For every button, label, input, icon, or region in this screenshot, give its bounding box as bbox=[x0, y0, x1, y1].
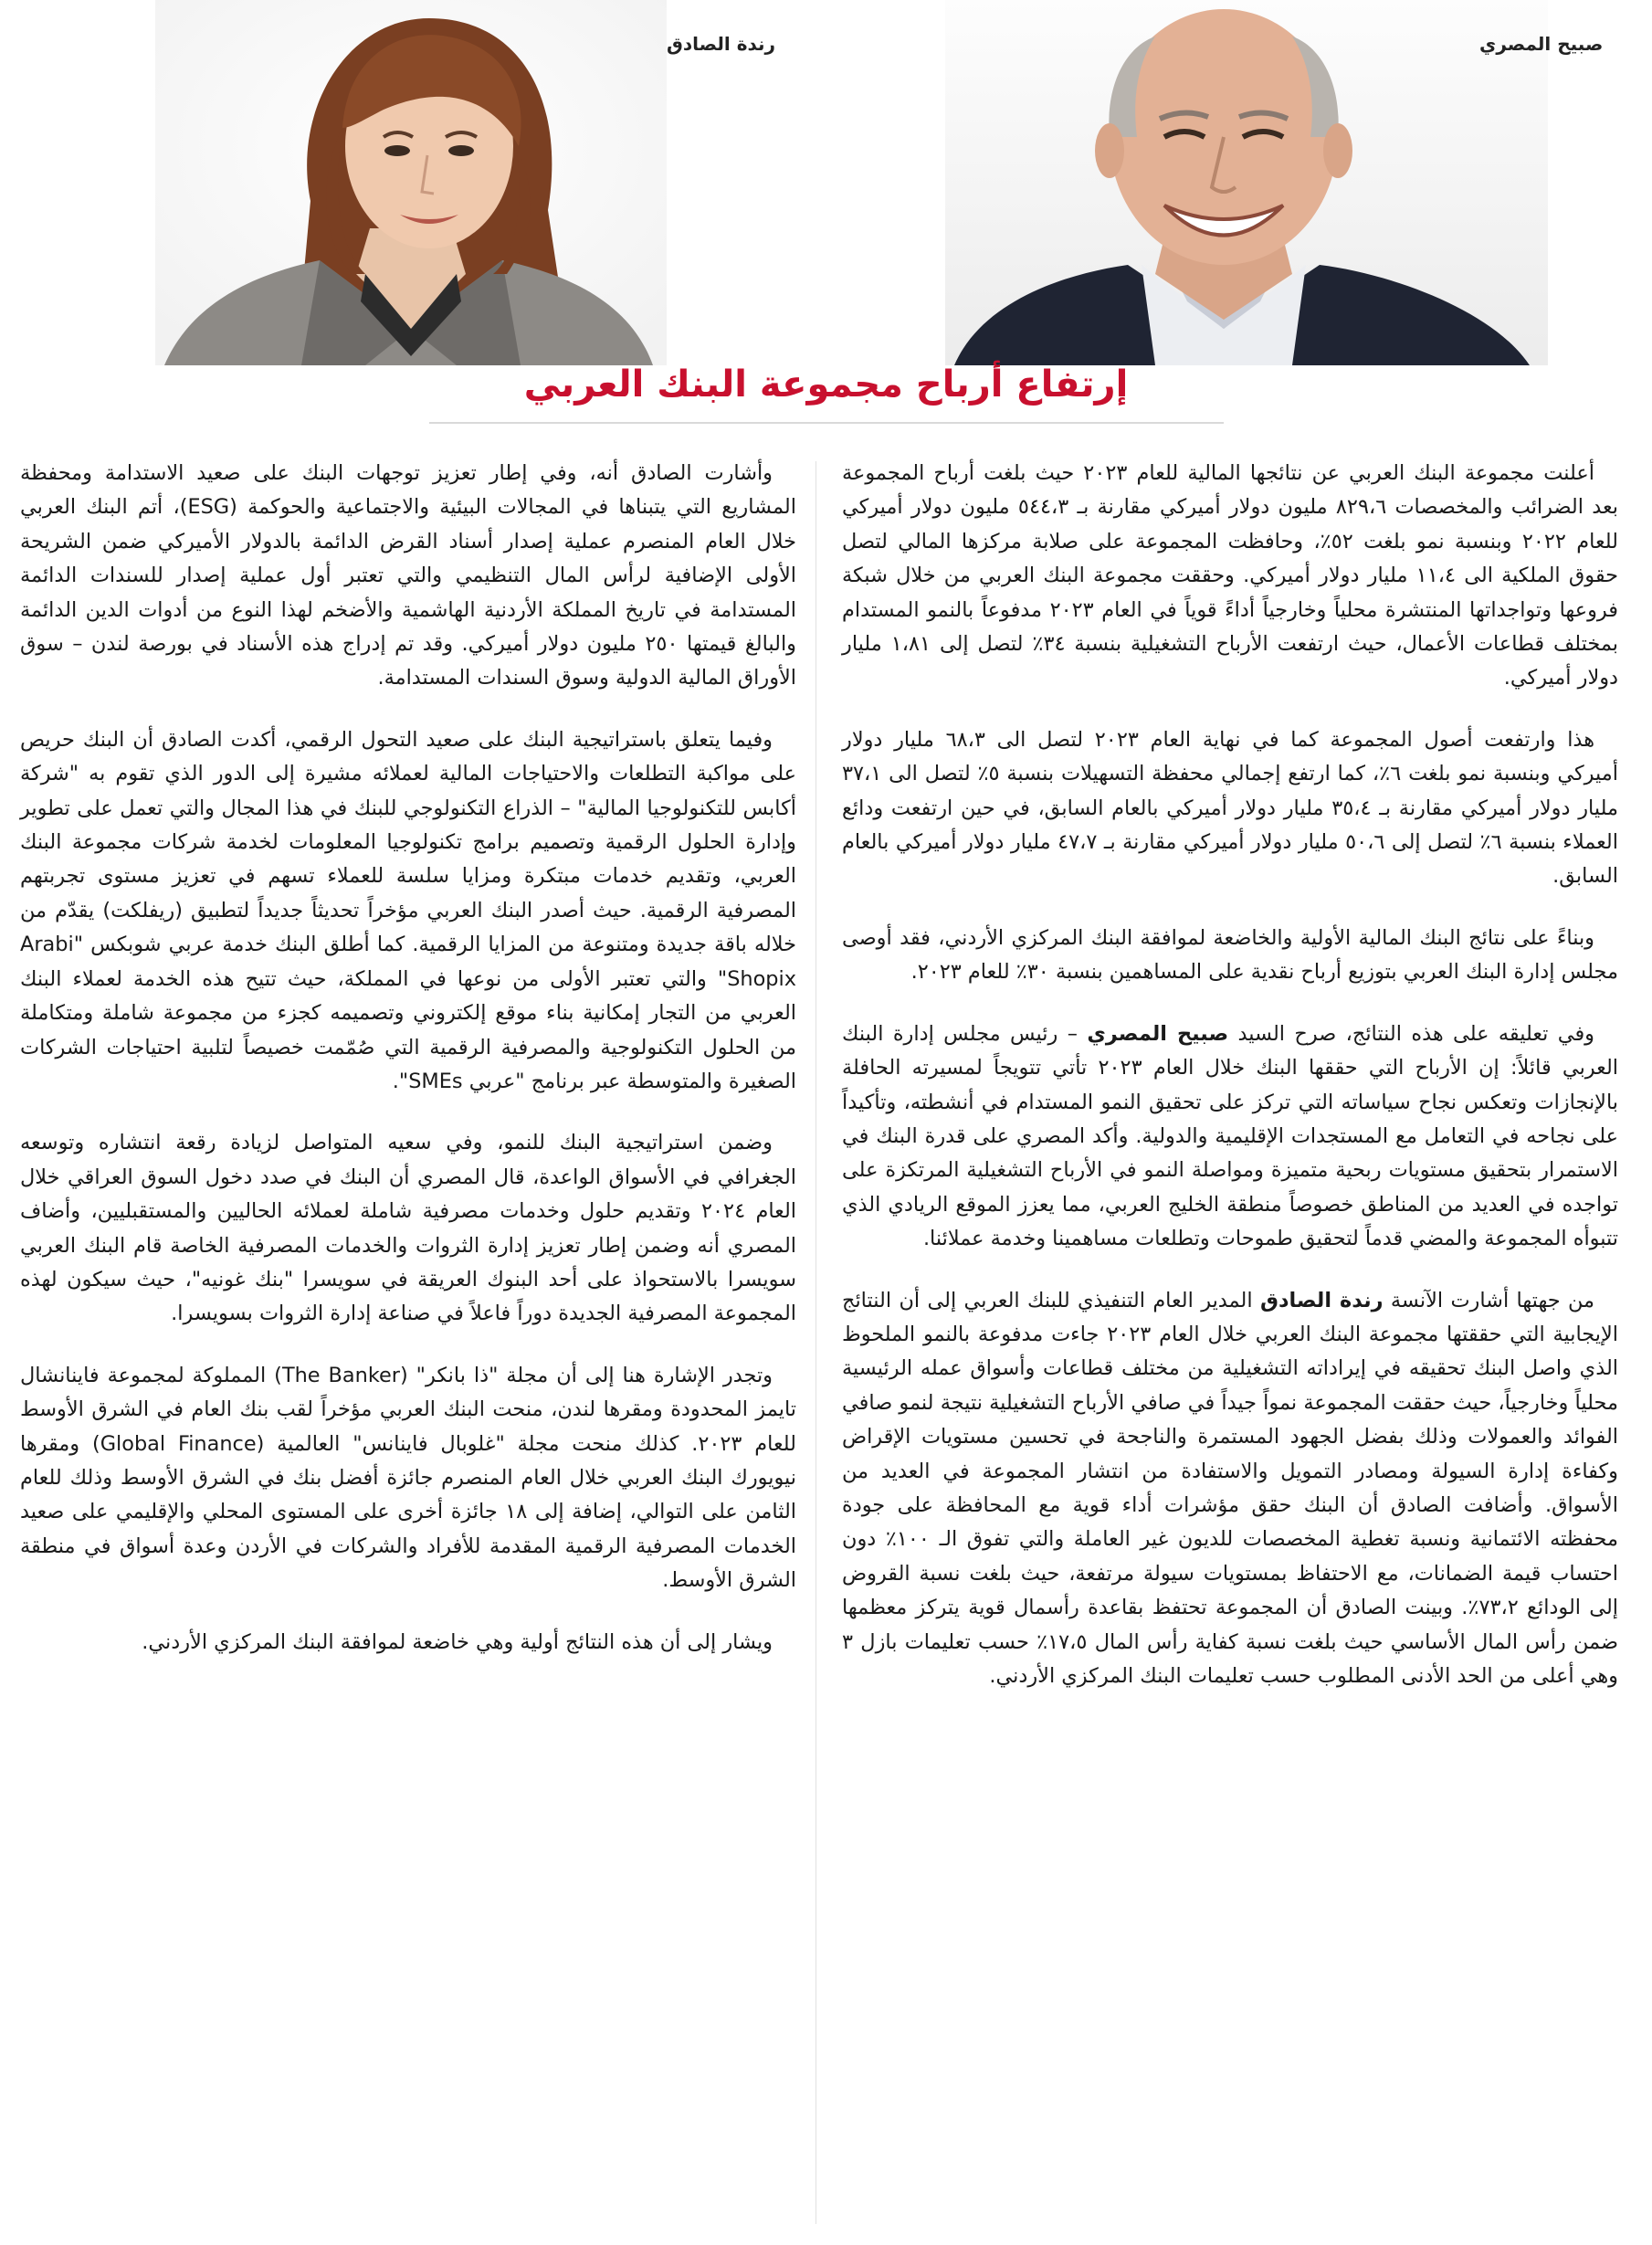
column-divider bbox=[815, 461, 816, 2224]
paragraph: وضمن استراتيجية البنك للنمو، وفي سعيه المتواصل لزيادة رقعة انتشاره وتوسعه الجغرافي في الأسواق الواعدة، قال المصري أن البنك في صدد دخول السوق العراقي خلال العام ٢٠٢٤ وتقديم حلول وخدمات مصرفية شاملة لعملائه الحاليين والمستقبليين، وأضاف المصري أنه وضمن إطار تعزيز إدارة الثروات والخدمات المصرفية الخاصة قام البنك العربي سويسرا بالاستحواذ على أحد البنوك العريقة في سويسرا "بنك غونيه"، حيث سيكون لهذه المجموعة المصرفية الجديدة دوراً فاعلاً في صناعة إدارة الثروات بسويسرا. bbox=[20, 1131, 796, 1326]
portrait-randa-alsadek bbox=[155, 0, 776, 365]
person-name-highlight: رندة الصادق bbox=[1259, 1288, 1384, 1312]
paragraph bbox=[842, 1284, 1618, 1694]
caption-left: رندة الصادق bbox=[667, 33, 776, 55]
paragraph: وتجدر الإشارة هنا إلى أن مجلة "ذا بانكر" (The Banker) المملوكة لمجموعة فاينانشال تايمز المحدودة ومقرها لندن، منحت البنك العربي مؤخراً لقب بنك العام في الشرق الأوسط للعام ٢٠٢٣. كذلك منحت مجلة "غلوبال فاينانس" العالمية (Global Finance) ومقرها نيويورك البنك العربي خلال العام المنصرم جائزة أفضل بنك في الشرق الأوسط وذلك للعام الثامن على التوالي، إضافة إلى ١٨ جائزة أخرى على المستوى المحلي والإقليمي على صعيد الخدمات المصرفية الرقمية المقدمة للأفراد والشركات في الأردن وعدة أسواق في منطقة الشرق الأوسط. bbox=[20, 1363, 797, 1593]
headline-divider bbox=[429, 422, 1224, 424]
paragraph: وبناءً على نتائج البنك المالية الأولية والخاضعة لموافقة البنك المركزي الأردني، فقد أوصى مجلس إدارة البنك العربي بتوزيع أرباح نقدية على المساهمين بنسبة ٣٠٪ للعام ٢٠٢٣. bbox=[842, 925, 1618, 985]
person-name-highlight: صبيح المصري bbox=[1087, 1021, 1229, 1046]
article-headline: إرتفاع أرباح مجموعة البنك العربي bbox=[523, 364, 1129, 406]
portrait-woman-image bbox=[155, 0, 667, 365]
paragraph: أعلنت مجموعة البنك العربي عن نتائجها المالية للعام ٢٠٢٣ حيث بلغت أرباح المجموعة بعد الضرائب والمخصصات ٨٢٩،٦ مليون دولار أميركي مقارنة بـ ٥٤٤،٣ مليون دولار أميركي للعام ٢٠٢٢ وبنسبة نمو بلغت ٥٢٪، وحافظت المجموعة على صلابة مركزها المالي لتصل حقوق الملكية الى ١١،٤ مليار دولار أميركي. وحققت مجموعة البنك العربي من خلال شبكة فروعها وتواجداتها المنتشرة محلياً وخارجياً أداءً قوياً في العام ٢٠٢٣ مدفوعاً بالنمو المستدام بمختلف قطاعات الأعمال، حيث ارتفعت الأرباح التشغيلية بنسبة ٣٤٪ لتصل إلى ١،٨١ مليار دولار أميركي. bbox=[842, 461, 1618, 690]
text-run: وفي تعليقه على هذه النتائج، صرح السيد bbox=[1228, 1021, 1594, 1046]
caption-right: صبيح المصري bbox=[1479, 33, 1604, 55]
paragraph: وفيما يتعلق باستراتيجية البنك على صعيد التحول الرقمي، أكدت الصادق أن البنك حريص على مواكبة التطلعات والاحتياجات المالية لعملائه مشيرة إلى الدور الذي تقوم به "شركة أكابس للتكنولوجيا المالية" – الذراع التكنولوجي للبنك في هذا المجال والتي تعمل على تطوير وإدارة الحلول الرقمية وتصميم برامج تكنولوجيا المعلومات لخدمة شركات مجموعة البنك العربي، وتقديم خدمات مبتكرة ومزايا سلسة للعملاء تسهم في تعزيز مستوى تجربتهم المصرفية الرقمية. حيث أصدر البنك العربي مؤخراً تحديثاً جديداً لتطبيق (ريفلكت) يقدّم من خلاله باقة جديدة ومتنوعة من المزايا الرقمية. كما أطلق البنك خدمة عربي شوبكس "Arabi Shopix" والتي تعتبر الأولى من نوعها في المملكة، حيث تتيح هذه الخدمة لعملاء البنك العربي من التجار إمكانية بناء موقع إلكتروني وتصميمه كجزء من مجموعة شاملة ومتكاملة من الحلول التكنولوجية والمصرفية الرقمية التي صُمّمت خصيصاً لتلبية احتياجات الشركات الصغيرة والمتوسطة عبر برنامج "عربي SMEs". bbox=[20, 727, 796, 1093]
paragraph bbox=[842, 1017, 1618, 1257]
article-column-left bbox=[20, 457, 796, 1687]
portrait-man-image bbox=[945, 0, 1548, 365]
text-run: المدير العام التنفيذي للبنك العربي إلى أن النتائج الإيجابية التي حققتها مجموعة البنك العربي خلال العام ٢٠٢٣ جاءت مدفوعة بالنمو الملحوظ الذي واصل البنك تحقيقه في إيراداته التشغيلية من مختلف قطاعات وأسواق عمله الرئيسية محلياً وخارجياً، حيث حققت المجموعة نمواً جيداً في صافي الأرباح التشغيلية نتيجة لنمو صافي الفوائد والعمولات وذلك بفضل الجهود المستمرة والناجحة في تحسين مستويات الإقراض وكفاءة إدارة السيولة ومصادر التمويل والاستفادة من انتشار المجموعة في العديد من الأسواق. وأضافت الصادق أن البنك حقق مؤشرات أداء قوية مع المحافظة على جودة محفظته الائتمانية ونسبة تغطية المخصصات للديون غير العاملة والتي تفوق الـ ١٠٠٪ دون احتساب قيمة الضمانات، مع الاحتفاظ بمستويات سيولة مرتفعة، حيث بلغت نسبة القروض إلى الودائع ٧٣،٢٪. وبينت الصادق أن المجموعة تحتفظ بقاعدة رأسمال قوية يتركز معظمها ضمن رأس المال الأساسي حيث بلغت نسبة كفاية رأس المال ١٧،٥٪ حسب تعليمات بازل ٣ وهي أعلى من الحد الأدنى المطلوب حسب تعليمات البنك المركزي الأردني. bbox=[842, 1288, 1619, 1688]
portrait-sabih-almasri bbox=[945, 0, 1604, 365]
paragraph: هذا وارتفعت أصول المجموعة كما في نهاية العام ٢٠٢٣ لتصل الى ٦٨،٣ مليار دولار أميركي وبنسبة نمو بلغت ٦٪، كما ارتفع إجمالي محفظة التسهيلات بنسبة ٥٪ لتصل الى ٣٧،١ مليار دولار أميركي مقارنة بـ ٣٥،٤ مليار دولار أميركي بالعام السابق، في حين ارتفعت ودائع العملاء بنسبة ٦٪ لتصل إلى ٥٠،٦ مليار دولار أميركي مقارنة بـ ٤٧،٧ مليار دولار أميركي بالعام السابق. bbox=[842, 727, 1618, 889]
paragraph: ويشار إلى أن هذه النتائج أولية وهي خاضعة لموافقة البنك المركزي الأردني. bbox=[142, 1629, 773, 1654]
text-run: من جهتها أشارت الآنسة bbox=[1383, 1288, 1595, 1312]
article-column-right bbox=[842, 457, 1618, 1721]
text-run: – رئيس مجلس إدارة البنك العربي قائلاً: إن الأرباح التي حققها البنك خلال العام ٢٠٢٣ تأتي تتويجاً لمسيرته الحافلة بالإنجازات وتعكس نجاح سياساته التي تركز على تحقيق النمو المستدام في أنشطته، وتأكيداً على نجاحه في التعامل مع المستجدات الإقليمية والدولية. وأكد المصري على قدرة البنك في الاستمرار بتحقيق مستويات ربحية متميزة ومواصلة النمو في الأرباح التشغيلية المرتكزة على تواجده في العديد من المناطق خصوصاً منطقة الخليج العربي، مما يعزز الموقع الريادي الذي تتبوأه المجموعة والمضي قدماً لتحقيق طموحات وتطلعات مساهمينا وخدمة عملائنا. bbox=[842, 1021, 1618, 1251]
paragraph: وأشارت الصادق أنه، وفي إطار تعزيز توجهات البنك على صعيد الاستدامة ومحفظة المشاريع التي يتبناها في المجالات البيئية والاجتماعية والحوكمة (ESG)، أتم البنك العربي خلال العام المنصرم عملية إصدار أسناد القرض الدائمة بالدولار الأميركي ضمن الشريحة الأولى الإضافية لرأس المال التنظيمي والتي تعتبر أول عملية إصدار للسندات الدائمة المستدامة في تاريخ المملكة الأردنية الهاشمية والأضخم لهذا النوع من أدوات الدين الدائمة والبالغ قيمتها ٢٥٠ مليون دولار أميركي. وقد تم إدراج هذه الأسناد في بورصة لندن – سوق الأوراق المالية الدولية وسوق السندات المستدامة. bbox=[20, 461, 796, 690]
